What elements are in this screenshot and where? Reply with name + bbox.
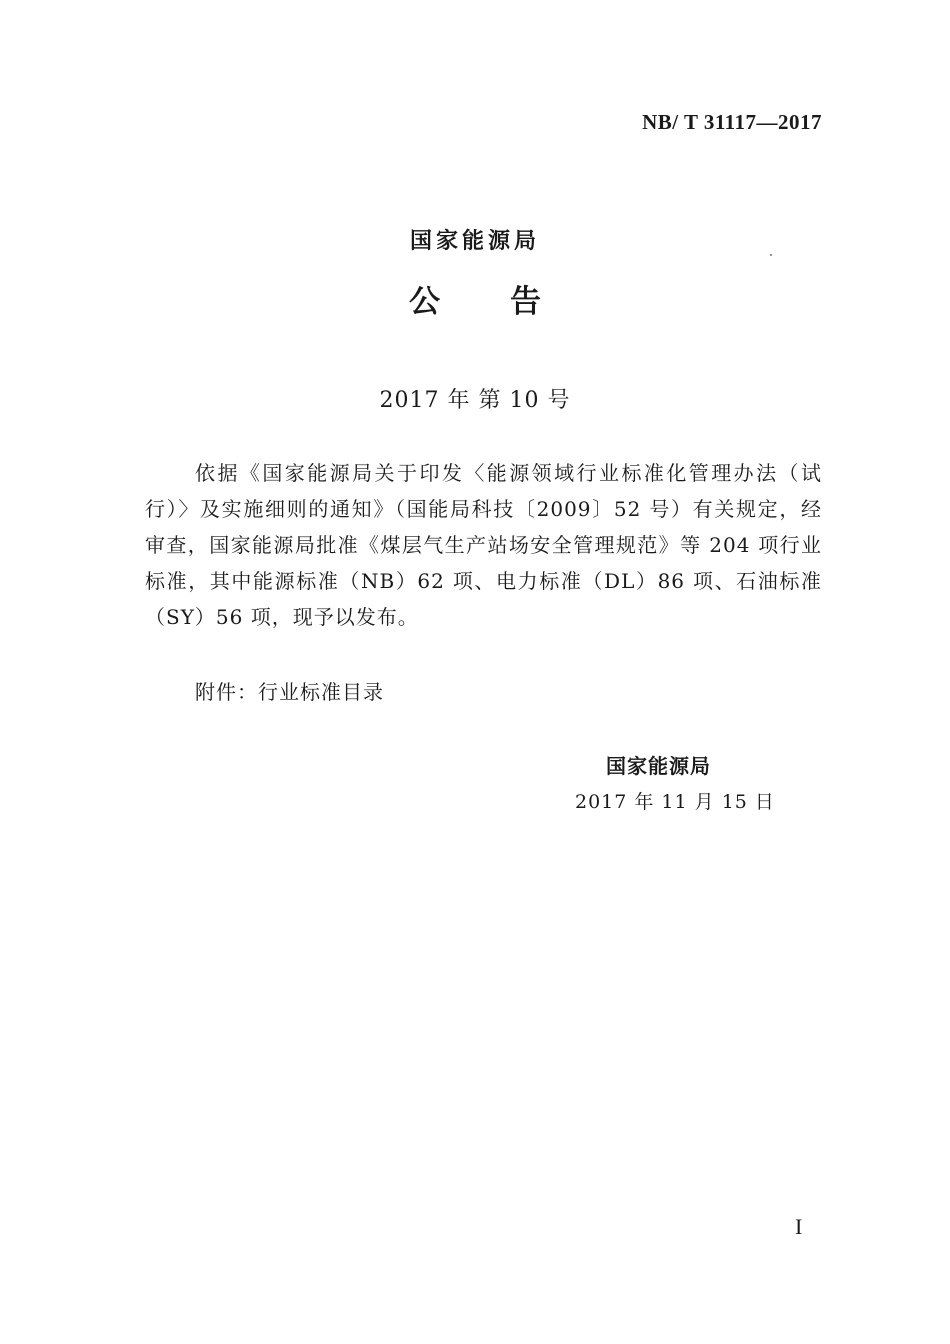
signature-date: 2017 年 11 月 15 日: [575, 791, 775, 813]
notice-type-heading: 公告: [409, 284, 611, 320]
attachment-line: 附件：行业标准目录: [195, 680, 384, 704]
standard-code: NB/ T 31117—2017: [642, 110, 822, 134]
notice-number: 2017 年 第 10 号: [379, 388, 571, 413]
signature-issuer: 国家能源局: [606, 754, 711, 778]
notice-issuer-heading: 国家能源局: [409, 229, 540, 254]
scan-speck: [770, 254, 772, 256]
page-number: I: [795, 1214, 803, 1239]
notice-body-paragraph: 依据《国家能源局关于印发〈能源领域行业标准化管理办法（试行）〉及实施细则的通知》（国能局科技〔2009〕52 号）有关规定，经审查，国家能源局批准《煤层气生产站场安全管理规范》等 204 项行业标准，其中能源标准（NB）62 项、电力标准（DL）86 项、石油标准（SY）56 项，现予以发布。: [145, 461, 822, 629]
